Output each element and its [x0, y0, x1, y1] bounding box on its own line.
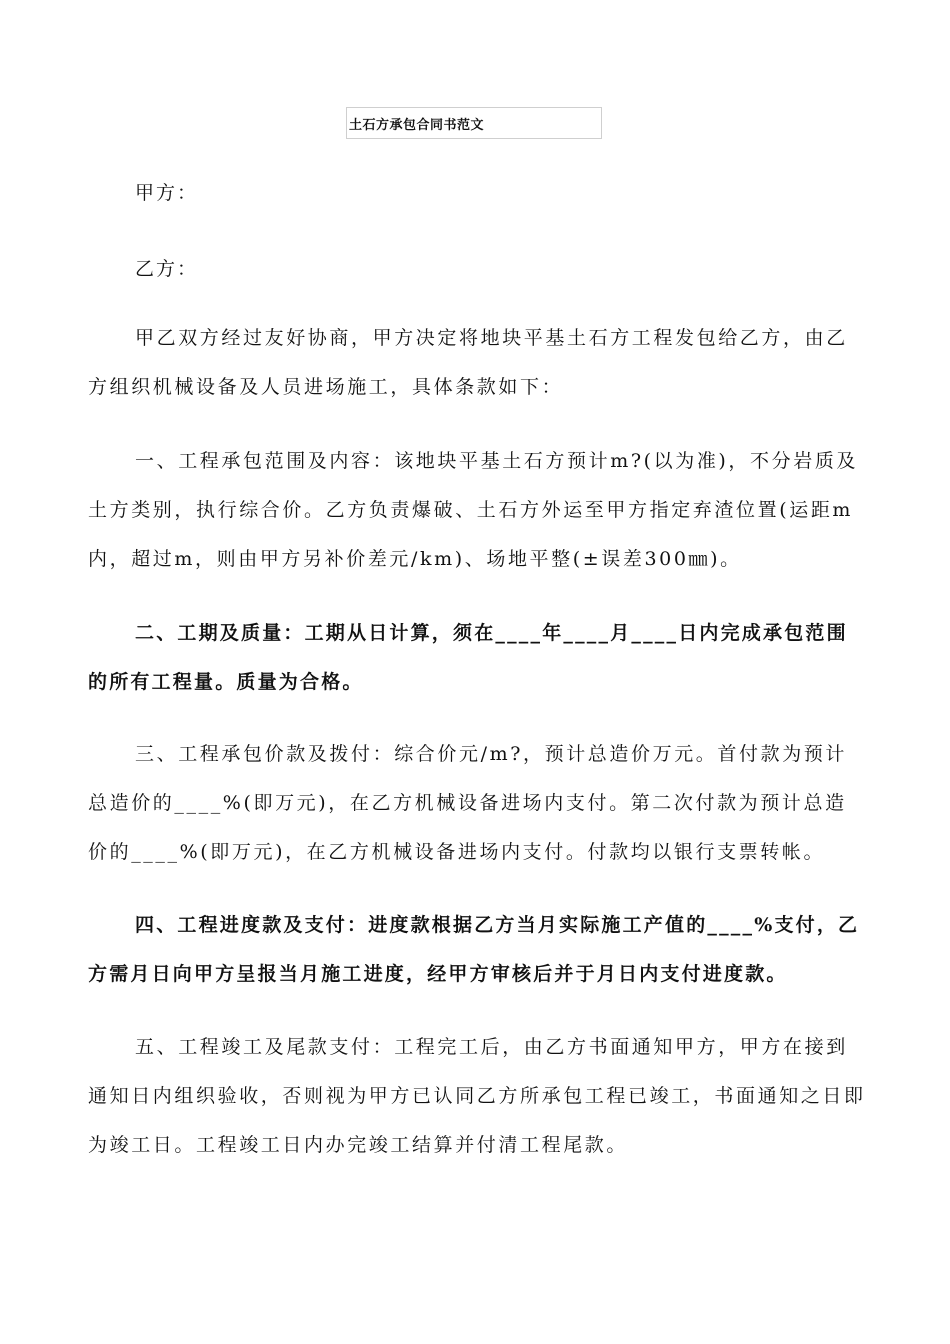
clause-5: 五、工程竣工及尾款支付：工程完工后，由乙方书面通知甲方，甲方在接到通知日内组织验收，否则视为甲方已认同乙方所承包工程已竣工，书面通知之日即为竣工日。工程竣工日内办完竣工结算并付清工程尾款。	[88, 1036, 866, 1156]
clause-4: 四、工程进度款及支付：进度款根据乙方当月实际施工产值的____%支付，乙方需月日向甲方呈报当月施工进度，经甲方审核后并于月日内支付进度款。	[88, 914, 860, 985]
party-a-label: 甲方：	[135, 182, 199, 204]
title-box	[346, 107, 602, 139]
document-title: 土石方承包合同书范文	[349, 118, 485, 133]
intro-paragraph: 甲乙双方经过友好协商，甲方决定将地块平基土石方工程发包给乙方，由乙方组织机械设备及人员进场施工，具体条款如下：	[88, 327, 848, 398]
clause-1: 一、工程承包范围及内容：该地块平基土石方预计m?(以为准)，不分岩质及土方类别，执行综合价。乙方负责爆破、土石方外运至甲方指定弃渣位置(运距m内，超过m，则由甲方另补价差元/km)、场地平整(±误差300㎜)。	[88, 450, 859, 570]
clause-2: 二、工期及质量：工期从日计算，须在____年____月____日内完成承包范围的所有工程量。质量为合格。	[88, 622, 848, 693]
party-b-label: 乙方：	[135, 258, 199, 280]
clause-3: 三、工程承包价款及拨付：综合价元/m?，预计总造价万元。首付款为预计总造价的____%(即万元)，在乙方机械设备进场内支付。第二次付款为预计总造价的____%(即万元)，在乙方机械设备进场内支付。付款均以银行支票转帐。	[88, 743, 848, 863]
